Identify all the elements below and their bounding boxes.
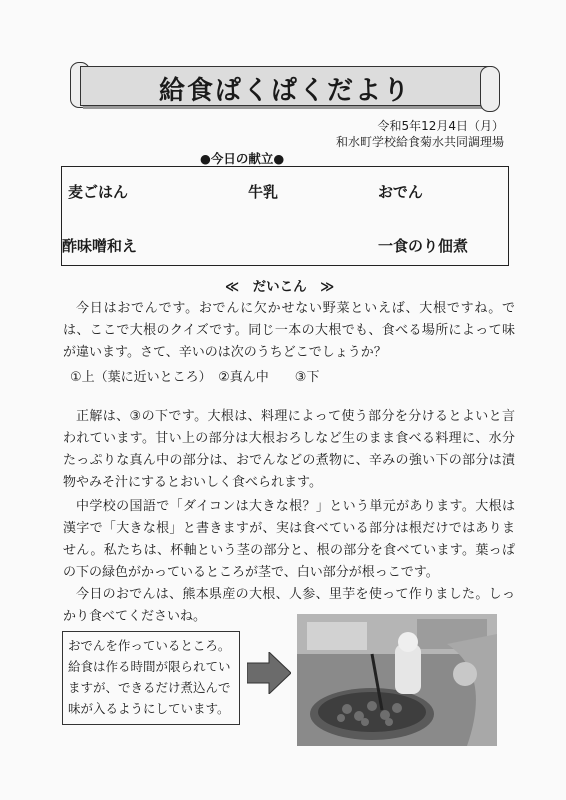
cooking-photo: [297, 614, 497, 746]
photo-caption-box: おでんを作っているところ。給食は作る時間が限られていますが、できるだけ煮込んで味が入るようにしています。: [62, 631, 240, 725]
menu-box: [61, 166, 509, 266]
menu-item: 酢味噌和え: [62, 237, 138, 255]
arrow-right-icon: [247, 652, 291, 694]
closing-text: 今日のおでんは、熊本県産の大根、人参、里芋を使って作りました。しっかり食べてくださいね。: [63, 587, 515, 624]
title-banner: [70, 62, 500, 108]
article-title: ≪ だいこん ≫: [225, 279, 335, 295]
facility-name: 和水町学校給食菊水共同調理場: [335, 135, 504, 149]
menu-item: 麦ごはん: [68, 183, 129, 201]
answer-text: 正解は、③の下です。大根は、料理によって使う部分を分けるとよいと言われています。甘い上の部分は大根おろしなど生のまま食べる料理に、水分たっぷりな真ん中の部分は、おでんなどの煮物に、辛みの強い下の部分は漬物やみそ汁にするとおいしく食べられます。: [63, 409, 515, 490]
menu-item: おでん: [378, 183, 423, 201]
menu-item: 一食のり佃煮: [378, 237, 469, 255]
intro-text: 今日はおでんです。おでんに欠かせない野菜といえば、大根ですね。では、ここで大根のクイズです。同じ一本の大根でも、食べる場所によって味が違います。さて、辛いのは次のうちどこでしょうか？: [63, 301, 515, 360]
menu-item: 牛乳: [248, 183, 279, 201]
issue-date: 令和5年12月4日（月）: [377, 119, 504, 133]
article-textbook: [63, 496, 515, 584]
menu-heading: ●今日の献立●: [200, 151, 285, 166]
issue-info: [336, 118, 504, 150]
quiz-choices: ①上（葉に近いところ） ②真ん中 ③下: [70, 370, 320, 385]
article-answer: [63, 406, 515, 494]
textbook-text: 中学校の国語で「ダイコンは大きな根？」という単元があります。大根は漢字で「大きな根」と書きますが、実は食べている部分は根だけではありません。私たちは、杯軸という茎の部分と、根の部分を食べています。葉っぱの下の緑色がかっているところが茎で、白い部分が根っこです。: [63, 499, 515, 580]
article-intro: [63, 298, 515, 364]
newsletter-title: 給食ぱくぱくだより: [158, 76, 411, 106]
